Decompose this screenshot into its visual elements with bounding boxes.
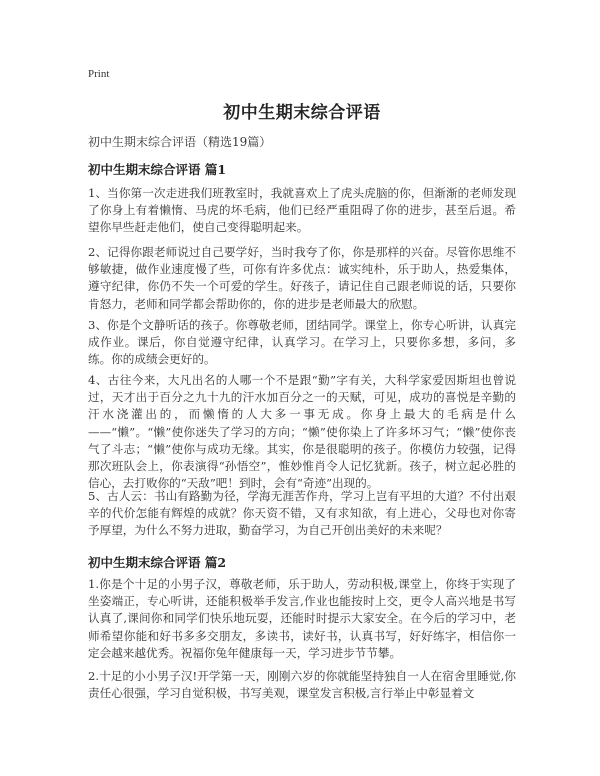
- paragraph: 5、古人云：书山有路勤为径，学海无涯苦作舟，学习上岂有平坦的大道？不付出艰辛的代价怎能有辉煌的成就？你天资不错，又有求知欲，有上进心，父母也对你寄予厚望，为什么不努力进取，勤奋学习，为自己开创出美好的未来呢？: [88, 489, 516, 538]
- paragraph: 2.十足的小小男子汉!开学第一天，刚刚六岁的你就能坚持独自一人在宿舍里睡觉,你责任心很强，学习自觉积极，书写美观，课堂发言积极,言行举止中彰显着文: [88, 669, 516, 701]
- document-subtitle: 初中生期末综合评语（精选19篇）: [88, 135, 272, 149]
- section-heading-1: 初中生期末综合评语 篇1: [88, 162, 227, 177]
- section-heading-2: 初中生期末综合评语 篇2: [88, 555, 227, 570]
- print-label[interactable]: Print: [88, 68, 110, 80]
- paragraph: 1.你是个十足的小男子汉，尊敬老师，乐于助人，劳动积极,课堂上，你终于实现了坐姿端正，专心听讲，还能积极举手发言,作业也能按时上交，更令人高兴地是书写认真了,课间你和同学们快乐地玩耍，还能时时提示大家安全。在今后的学习中，老师希望你能和好书多多交朋友，多读书，读好书，认真书写，好好练字，相信你一定会越来越优秀。祝福你兔年健康每一天，学习进步节节攀。: [88, 577, 516, 660]
- paragraph: 3、你是个文静听话的孩子。你尊敬老师，团结同学。课堂上，你专心听讲，认真完成作业。课后，你自觉遵守纪律，认真学习。在学习上，只要你多想，多问，多练。你的成绩会更好的。: [88, 318, 516, 367]
- paragraph: 2、记得你跟老师说过自己要学好，当时我夸了你，你是那样的兴奋。尽管你思维不够敏捷，做作业速度慢了些，可你有许多优点：诚实纯朴，乐于助人，热爱集体，遵守纪律，你仍不失一个可爱的学生。好孩子，请记住自己跟老师说的话，只要你肯怒力，老师和同学都会帮助你的，你的进步是老师最大的欣慰。: [88, 245, 516, 311]
- paragraph: 1、当你第一次走进我们班教室时，我就喜欢上了虎头虎脑的你，但渐渐的老师发现了你身上有着懒惰、马虎的坏毛病，他们已经严重阻碍了你的进步，甚至后退。希望你早些赶走他们，使自己变得聪明起来。: [88, 186, 516, 235]
- paragraph: 4、古往今来，大凡出名的人哪一个不是跟“勤”字有关，大科学家爱因斯坦也曾说过，天才出于百分之九十九的汗水加百分之一的天赋，可见，成功的喜悦是辛勤的汗水浇灌出的，而懒惰的人大多一事无成。你身上最大的毛病是什么——“懒”。“懒”使你迷失了学习的方向；“懒”使你染上了许多坏习气；“懒”使你丧气了斗志；“懒”使你与成功无缘。其实，你是很聪明的孩子。你模仿力较强，记得那次班队会上，你表演得“孙悟空”，惟妙惟肖令人记忆犹新。孩子，树立起必胜的信心，去打败你的“天敌”吧！到时，会有“奇迹”出现的。: [88, 373, 516, 491]
- page-title: 初中生期末综合评语: [223, 103, 381, 123]
